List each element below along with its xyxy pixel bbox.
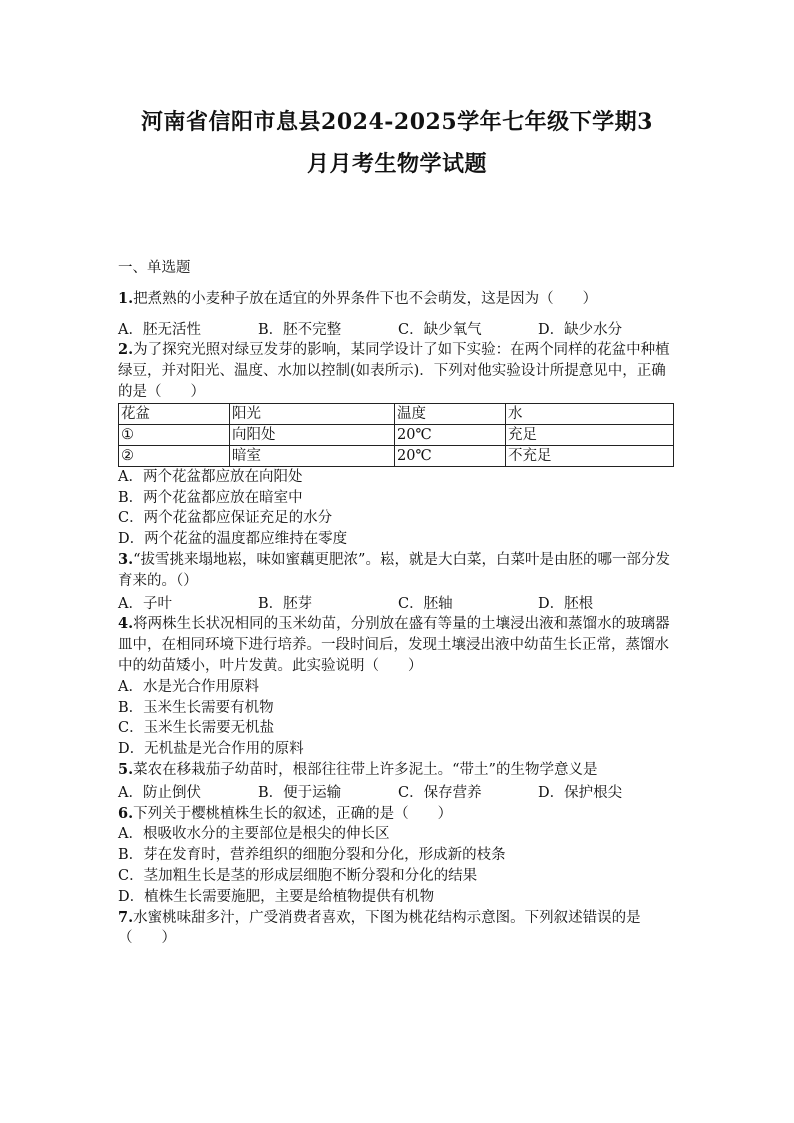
question-text: 为了探究光照对绿豆发芽的影响，某同学设计了如下实验：在两个同样的花盆中种植绿豆，并对阳光、温度、水加以控制(如表所示)．下列对他实验设计所提意见中，正确的是（ ）: [118, 342, 670, 400]
section-heading: 一、单选题: [118, 260, 191, 276]
option-c: C．胚轴: [398, 595, 453, 612]
table-cell: 向阳处: [230, 424, 395, 445]
experiment-table: [118, 403, 674, 467]
doc-title-line1: 河南省信阳市息县2024-2025学年七年级下学期3: [141, 109, 653, 135]
option-d: D．缺少水分: [538, 321, 623, 338]
option-d: D．两个花盆的温度都应维持在零度: [118, 531, 348, 548]
doc-title-line2: 月月考生物学试题: [306, 151, 487, 177]
option-a: A．两个花盆都应放在向阳处: [118, 468, 303, 485]
options-row: [118, 320, 678, 341]
option-c: C．保存营养: [398, 784, 482, 801]
option-a: A．防止倒伏: [118, 784, 201, 801]
question-content: [118, 258, 678, 949]
option-a: A．子叶: [118, 595, 172, 612]
question-number: 6.: [118, 804, 134, 822]
table-cell: 20℃: [395, 445, 506, 466]
question-2: [118, 340, 678, 402]
question-text: 菜农在移栽茄子幼苗时，根部往往带上许多泥土。“带土”的生物学意义是: [133, 761, 598, 778]
question-number: 2.: [118, 341, 134, 359]
option-b: B．胚不完整: [258, 321, 342, 338]
question-3: [118, 550, 678, 592]
question-number: 3.: [118, 550, 134, 568]
table-cell: ①: [119, 424, 230, 445]
option-b: B．芽在发育时，营养组织的细胞分裂和分化，形成新的枝条: [118, 847, 506, 864]
question-text: 下列关于樱桃植株生长的叙述，正确的是（ ）: [133, 805, 453, 822]
question-5: [118, 760, 678, 781]
table-row: [119, 445, 674, 466]
options-row: [118, 783, 678, 804]
table-cell: ②: [119, 445, 230, 466]
table-header-cell: 温度: [395, 403, 506, 424]
option-c: C．茎加粗生长是茎的形成层细胞不断分裂和分化的结果: [118, 867, 478, 884]
option-a: A．水是光合作用原料: [118, 678, 259, 695]
table-header-row: [119, 403, 674, 424]
option-c: C．两个花盆都应保证充足的水分: [118, 510, 333, 527]
table-cell: 暗室: [230, 445, 395, 466]
question-number: 4.: [118, 615, 134, 633]
question-text: 把煮熟的小麦种子放在适宜的外界条件下也不会萌发，这是因为（ ）: [133, 290, 598, 307]
question-number: 1.: [118, 289, 134, 307]
table-cell: 20℃: [395, 424, 506, 445]
question-number: 5.: [118, 760, 134, 778]
option-c: C．玉米生长需要无机盐: [118, 720, 275, 737]
option-a: A．根吸收水分的主要部位是根尖的伸长区: [118, 826, 390, 843]
question-1: [118, 289, 678, 310]
option-d: D．无机盐是光合作用的原料: [118, 741, 304, 758]
question-number: 7.: [118, 908, 134, 926]
option-b: B．胚芽: [258, 595, 313, 612]
table-cell: 充足: [506, 424, 674, 445]
option-d: D．胚根: [538, 595, 594, 612]
question-text: “拔雪挑来塌地崧，味如蜜藕更肥浓”。崧，就是大白菜，白菜叶是由胚的哪一部分发育来的。（）: [118, 551, 670, 589]
question-text: 水蜜桃味甜多汁，广受消费者喜欢，下图为桃花结构示意图。下列叙述错误的是（ ）: [118, 909, 641, 947]
option-c: C．缺少氧气: [398, 321, 482, 338]
question-6: [118, 804, 678, 825]
option-b: B．便于运输: [258, 784, 342, 801]
question-4: [118, 614, 678, 676]
option-d: D．保护根尖: [538, 784, 623, 801]
options-row: [118, 594, 678, 615]
option-a: A．胚无活性: [118, 321, 201, 338]
question-7: [118, 908, 678, 950]
option-b: B．玉米生长需要有机物: [118, 699, 274, 716]
table-cell: 不充足: [506, 445, 674, 466]
option-d: D．植株生长需要施肥，主要是给植物提供有机物: [118, 888, 435, 905]
table-header-cell: 花盆: [119, 403, 230, 424]
question-text: 将两株生长状况相同的玉米幼苗，分别放在盛有等量的土壤浸出液和蒸馏水的玻璃器皿中，在相同环境下进行培养。一段时间后，发现土壤浸出液中幼苗生长正常，蒸馏水中的幼苗矮小，叶片发黄。此实验说明（ ）: [118, 616, 670, 674]
table-header-cell: 阳光: [230, 403, 395, 424]
table-header-cell: 水: [506, 403, 674, 424]
option-b: B．两个花盆都应放在暗室中: [118, 489, 303, 506]
table-row: [119, 424, 674, 445]
